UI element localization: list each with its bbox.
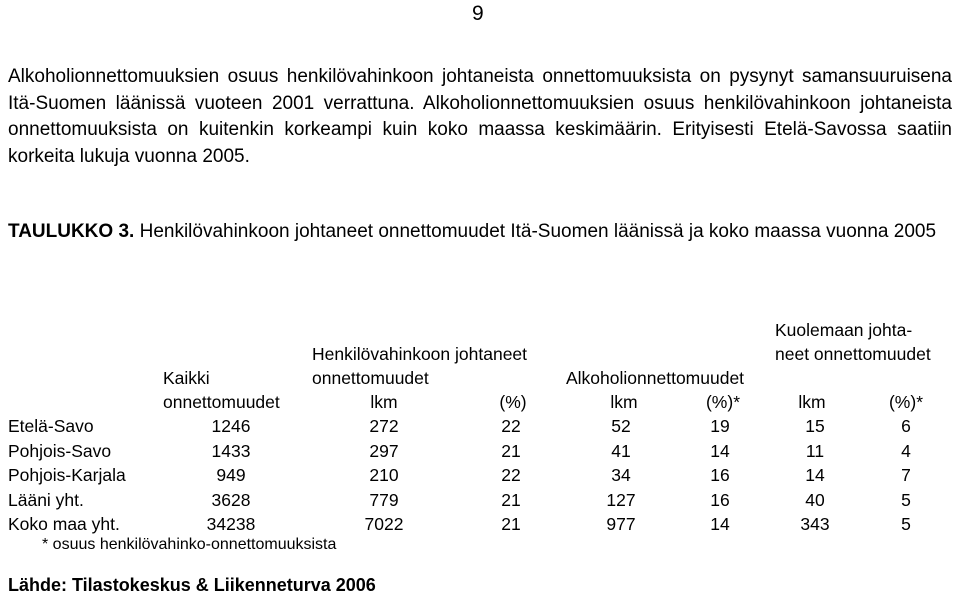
header-kaikki-line1: Kaikki — [163, 368, 210, 388]
row-label: Pohjois-Karjala — [8, 465, 126, 485]
header-lkm-2: lkm — [610, 392, 638, 412]
cell: 949 — [216, 465, 246, 485]
cell: 22 — [501, 465, 521, 485]
cell: 34 — [611, 465, 631, 485]
cell: 21 — [501, 514, 521, 534]
cell: 40 — [805, 490, 825, 510]
table-footnote: * osuus henkilövahinko-onnettomuuksista — [42, 536, 337, 553]
header-pct-2: (%)* — [705, 392, 741, 412]
table-title: Henkilövahinkoon johtaneet onnettomuudet Itä-Suomen läänissä ja koko maassa vuonna 2005 — [134, 221, 937, 242]
header-henkilovahinko-line1: Henkilövahinkoon johtaneet — [312, 344, 528, 364]
cell: 779 — [369, 490, 399, 510]
cell: 22 — [501, 416, 521, 436]
header-alkoholi: Alkoholionnettomuudet — [566, 368, 745, 388]
header-lkm-1: lkm — [370, 392, 398, 412]
cell: 4 — [901, 441, 911, 461]
header-pct-3: (%)* — [888, 392, 924, 412]
cell: 5 — [901, 490, 911, 510]
cell: 14 — [805, 465, 825, 485]
header-kaikki-line2: onnettomuudet — [163, 392, 280, 412]
cell: 52 — [611, 416, 631, 436]
page-number: 9 — [472, 2, 484, 25]
cell: 343 — [800, 514, 830, 534]
cell: 16 — [710, 490, 730, 510]
row-label: Etelä-Savo — [8, 416, 94, 436]
cell: 34238 — [206, 514, 256, 534]
cell: 21 — [501, 490, 521, 510]
cell: 41 — [611, 441, 631, 461]
cell: 127 — [606, 490, 636, 510]
cell: 977 — [606, 514, 636, 534]
header-lkm-3: lkm — [798, 392, 826, 412]
cell: 297 — [369, 441, 399, 461]
cell: 1433 — [211, 441, 251, 461]
header-pct-1: (%) — [499, 392, 527, 412]
cell: 1246 — [211, 416, 251, 436]
cell: 21 — [501, 441, 521, 461]
cell: 7 — [901, 465, 911, 485]
cell: 14 — [710, 441, 730, 461]
cell: 15 — [805, 416, 825, 436]
table-label: TAULUKKO 3. — [8, 221, 135, 242]
row-label: Lääni yht. — [8, 490, 84, 510]
cell: 6 — [901, 416, 911, 436]
row-label: Koko maa yht. — [8, 514, 120, 534]
header-kuolemaan-line2: neet onnettomuudet — [775, 344, 931, 364]
cell: 7022 — [364, 514, 404, 534]
header-henkilovahinko-line2: onnettomuudet — [312, 368, 429, 388]
source-line: Lähde: Tilastokeskus & Liikenneturva 2006 — [8, 575, 376, 595]
cell: 5 — [901, 514, 911, 534]
cell: 272 — [369, 416, 399, 436]
cell: 16 — [710, 465, 730, 485]
cell: 210 — [369, 465, 399, 485]
cell: 19 — [710, 416, 730, 436]
cell: 11 — [805, 441, 825, 461]
cell: 14 — [710, 514, 730, 534]
header-kuolemaan-line1: Kuolemaan johta- — [775, 320, 913, 340]
body-paragraph: Alkoholionnettomuuksien osuus henkilövahinkoon johtaneista onnettomuuksista on pysynyt samansuuruisena Itä-Suomen läänissä vuoteen 2001 verrattuna. Alkoholionnettomuuksien osuus henkilövahinkoon johtaneista onnettomuuksista on kuitenkin korkeampi kuin koko maassa keskimäärin. Erityisesti Etelä-Savossa saatiin korkeita lukuja vuonna 2005. — [8, 66, 952, 167]
cell: 3628 — [211, 490, 251, 510]
row-label: Pohjois-Savo — [8, 441, 112, 461]
